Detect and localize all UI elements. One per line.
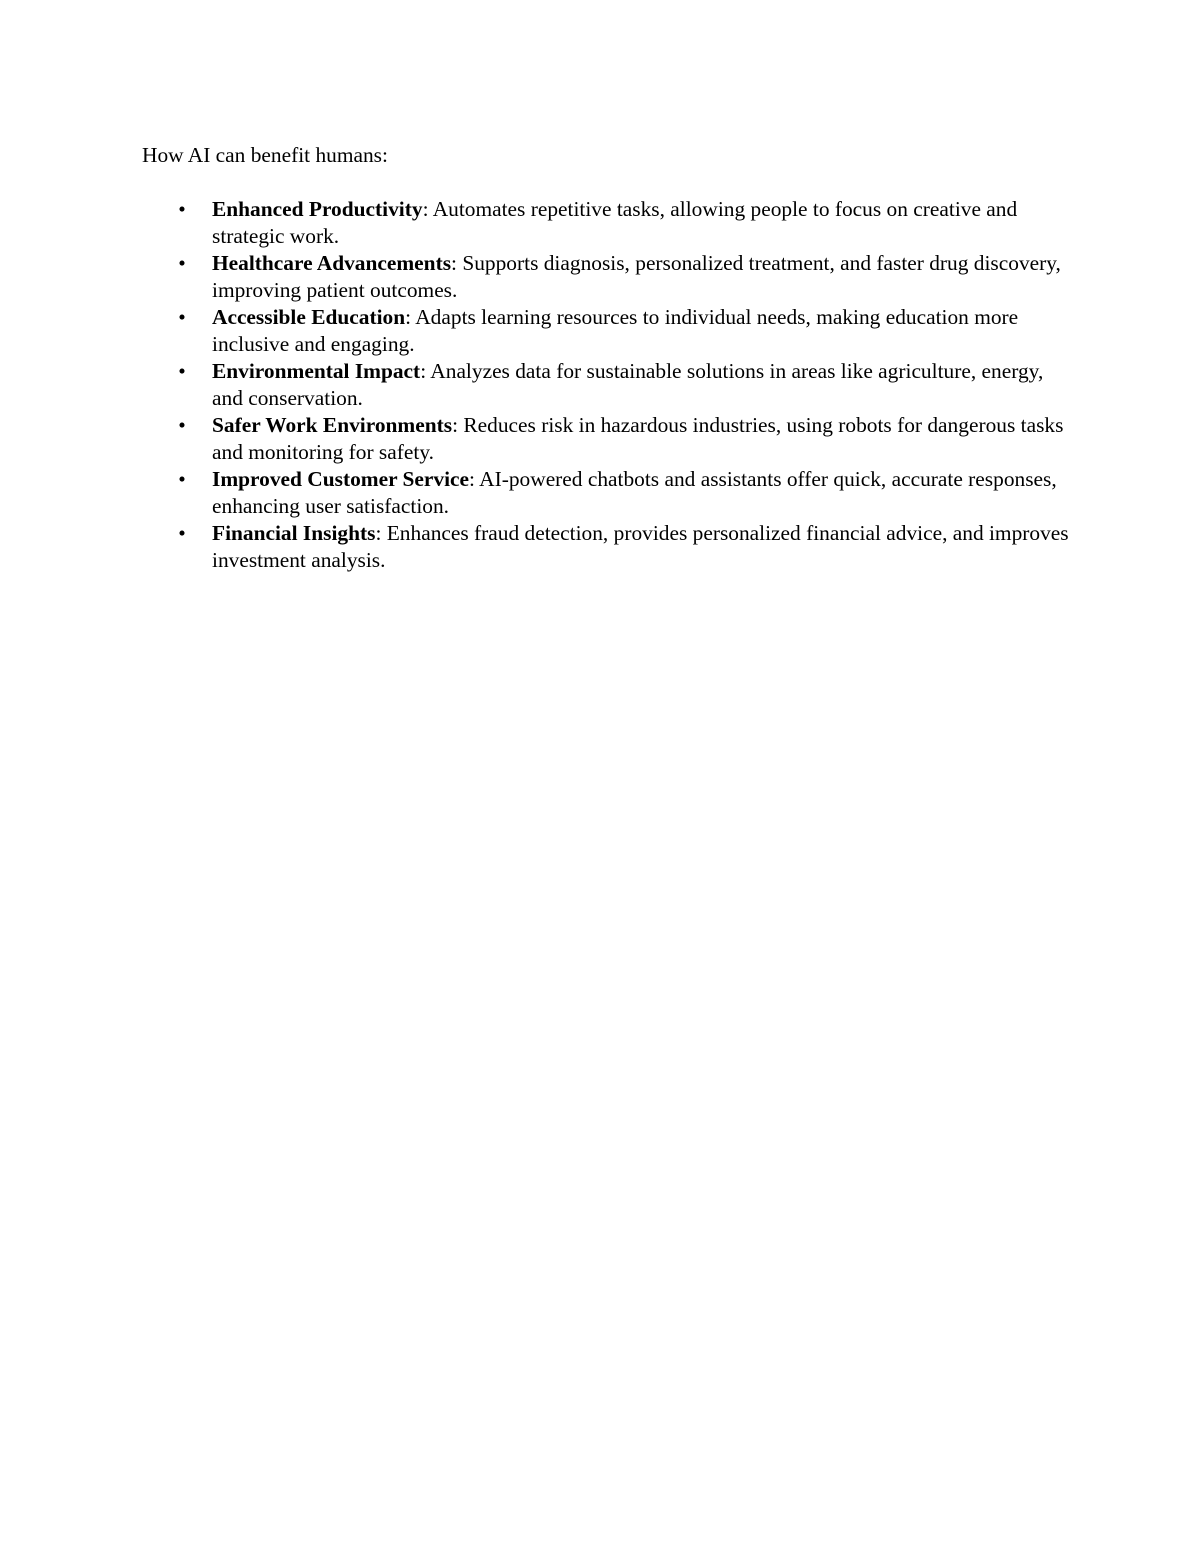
item-term: Healthcare Advancements — [212, 251, 452, 275]
item-term: Improved Customer Service — [212, 467, 470, 491]
item-description: : AI-powered chatbots and assistants offer quick, accurate responses, enhancing user satisfaction. — [212, 467, 1057, 518]
intro-line: How AI can benefit humans: — [142, 143, 388, 167]
item-term: Accessible Education — [212, 305, 406, 329]
item-description: : Analyzes data for sustainable solutions in areas like agriculture, energy, and conservation. — [212, 359, 1044, 410]
item-description: : Reduces risk in hazardous industries, using robots for dangerous tasks and monitoring for safety. — [212, 413, 1064, 464]
item-description: : Supports diagnosis, personalized treatment, and faster drug discovery, improving patient outcomes. — [212, 251, 1061, 302]
item-term: Financial Insights — [212, 521, 376, 545]
list-item — [142, 412, 1072, 466]
bullet-icon: • — [178, 197, 186, 221]
bullet-icon: • — [178, 521, 186, 545]
bullet-icon: • — [178, 359, 186, 383]
bullet-icon: • — [178, 305, 186, 329]
bullet-icon: • — [178, 413, 186, 437]
item-description: : Automates repetitive tasks, allowing people to focus on creative and strategic work. — [212, 197, 1018, 248]
item-description: : Enhances fraud detection, provides personalized financial advice, and improves investment analysis. — [212, 521, 1069, 572]
list-item — [142, 304, 1072, 358]
benefits-list — [142, 196, 1072, 574]
list-item — [142, 250, 1072, 304]
bullet-icon: • — [178, 467, 186, 491]
list-item — [142, 358, 1072, 412]
item-term: Enhanced Productivity — [212, 197, 423, 221]
bullet-icon: • — [178, 251, 186, 275]
list-item — [142, 520, 1072, 574]
item-description: : Adapts learning resources to individual needs, making education more inclusive and engaging. — [212, 305, 1019, 356]
list-item — [142, 466, 1072, 520]
list-item — [142, 196, 1072, 250]
document-body — [142, 142, 1072, 574]
item-term: Environmental Impact — [212, 359, 421, 383]
item-term: Safer Work Environments — [212, 413, 453, 437]
